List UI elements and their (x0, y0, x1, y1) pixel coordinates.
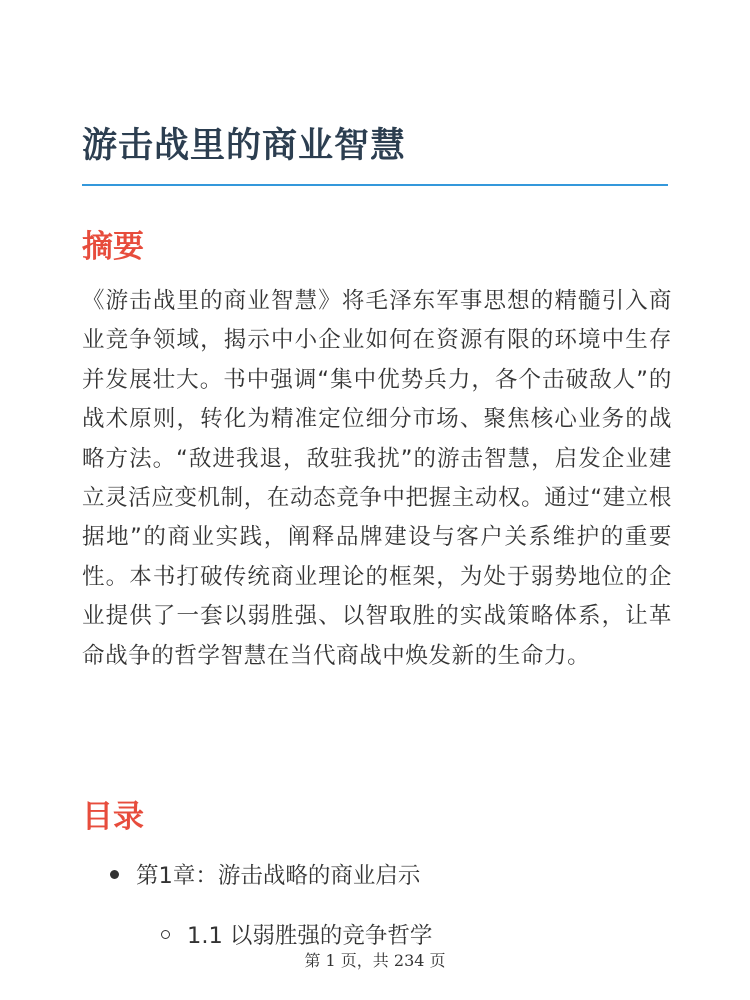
toc-item-section-1-1[interactable] (161, 918, 432, 950)
toc-item-label: 第1章：游击战略的商业启示 (136, 863, 421, 889)
toc-item-chapter-1[interactable] (110, 858, 420, 890)
bullet-disc-icon (110, 870, 119, 879)
summary-heading: 摘要 (82, 229, 144, 265)
document-title: 游击战里的商业智慧 (82, 126, 407, 166)
bullet-circle-icon (161, 930, 170, 939)
toc-item-label: 1.1 以弱胜强的竞争哲学 (187, 923, 433, 949)
page-number-footer: 第 1 页，共 234 页 (304, 951, 446, 970)
title-divider (82, 184, 668, 186)
summary-paragraph: 《游击战里的商业智慧》将毛泽东军事思想的精髓引入商业竞争领域，揭示中小企业如何在资源有限的环境中生存并发展壮大。书中强调“集中优势兵力，各个击破敌人”的战术原则，转化为精准定位细分市场、聚焦核心业务的战略方法。“敌进我退，敌驻我扰”的游击智慧，启发企业建立灵活应变机制，在动态竞争中把握主动权。通过“建立根据地”的商业实践，阐释品牌建设与客户关系维护的重要性。本书打破传统商业理论的框架，为处于弱势地位的企业提供了一套以弱胜强、以智取胜的实战策略体系，让革命战争的哲学智慧在当代商战中焕发新的生命力。 (82, 288, 672, 669)
toc-heading: 目录 (82, 799, 144, 835)
